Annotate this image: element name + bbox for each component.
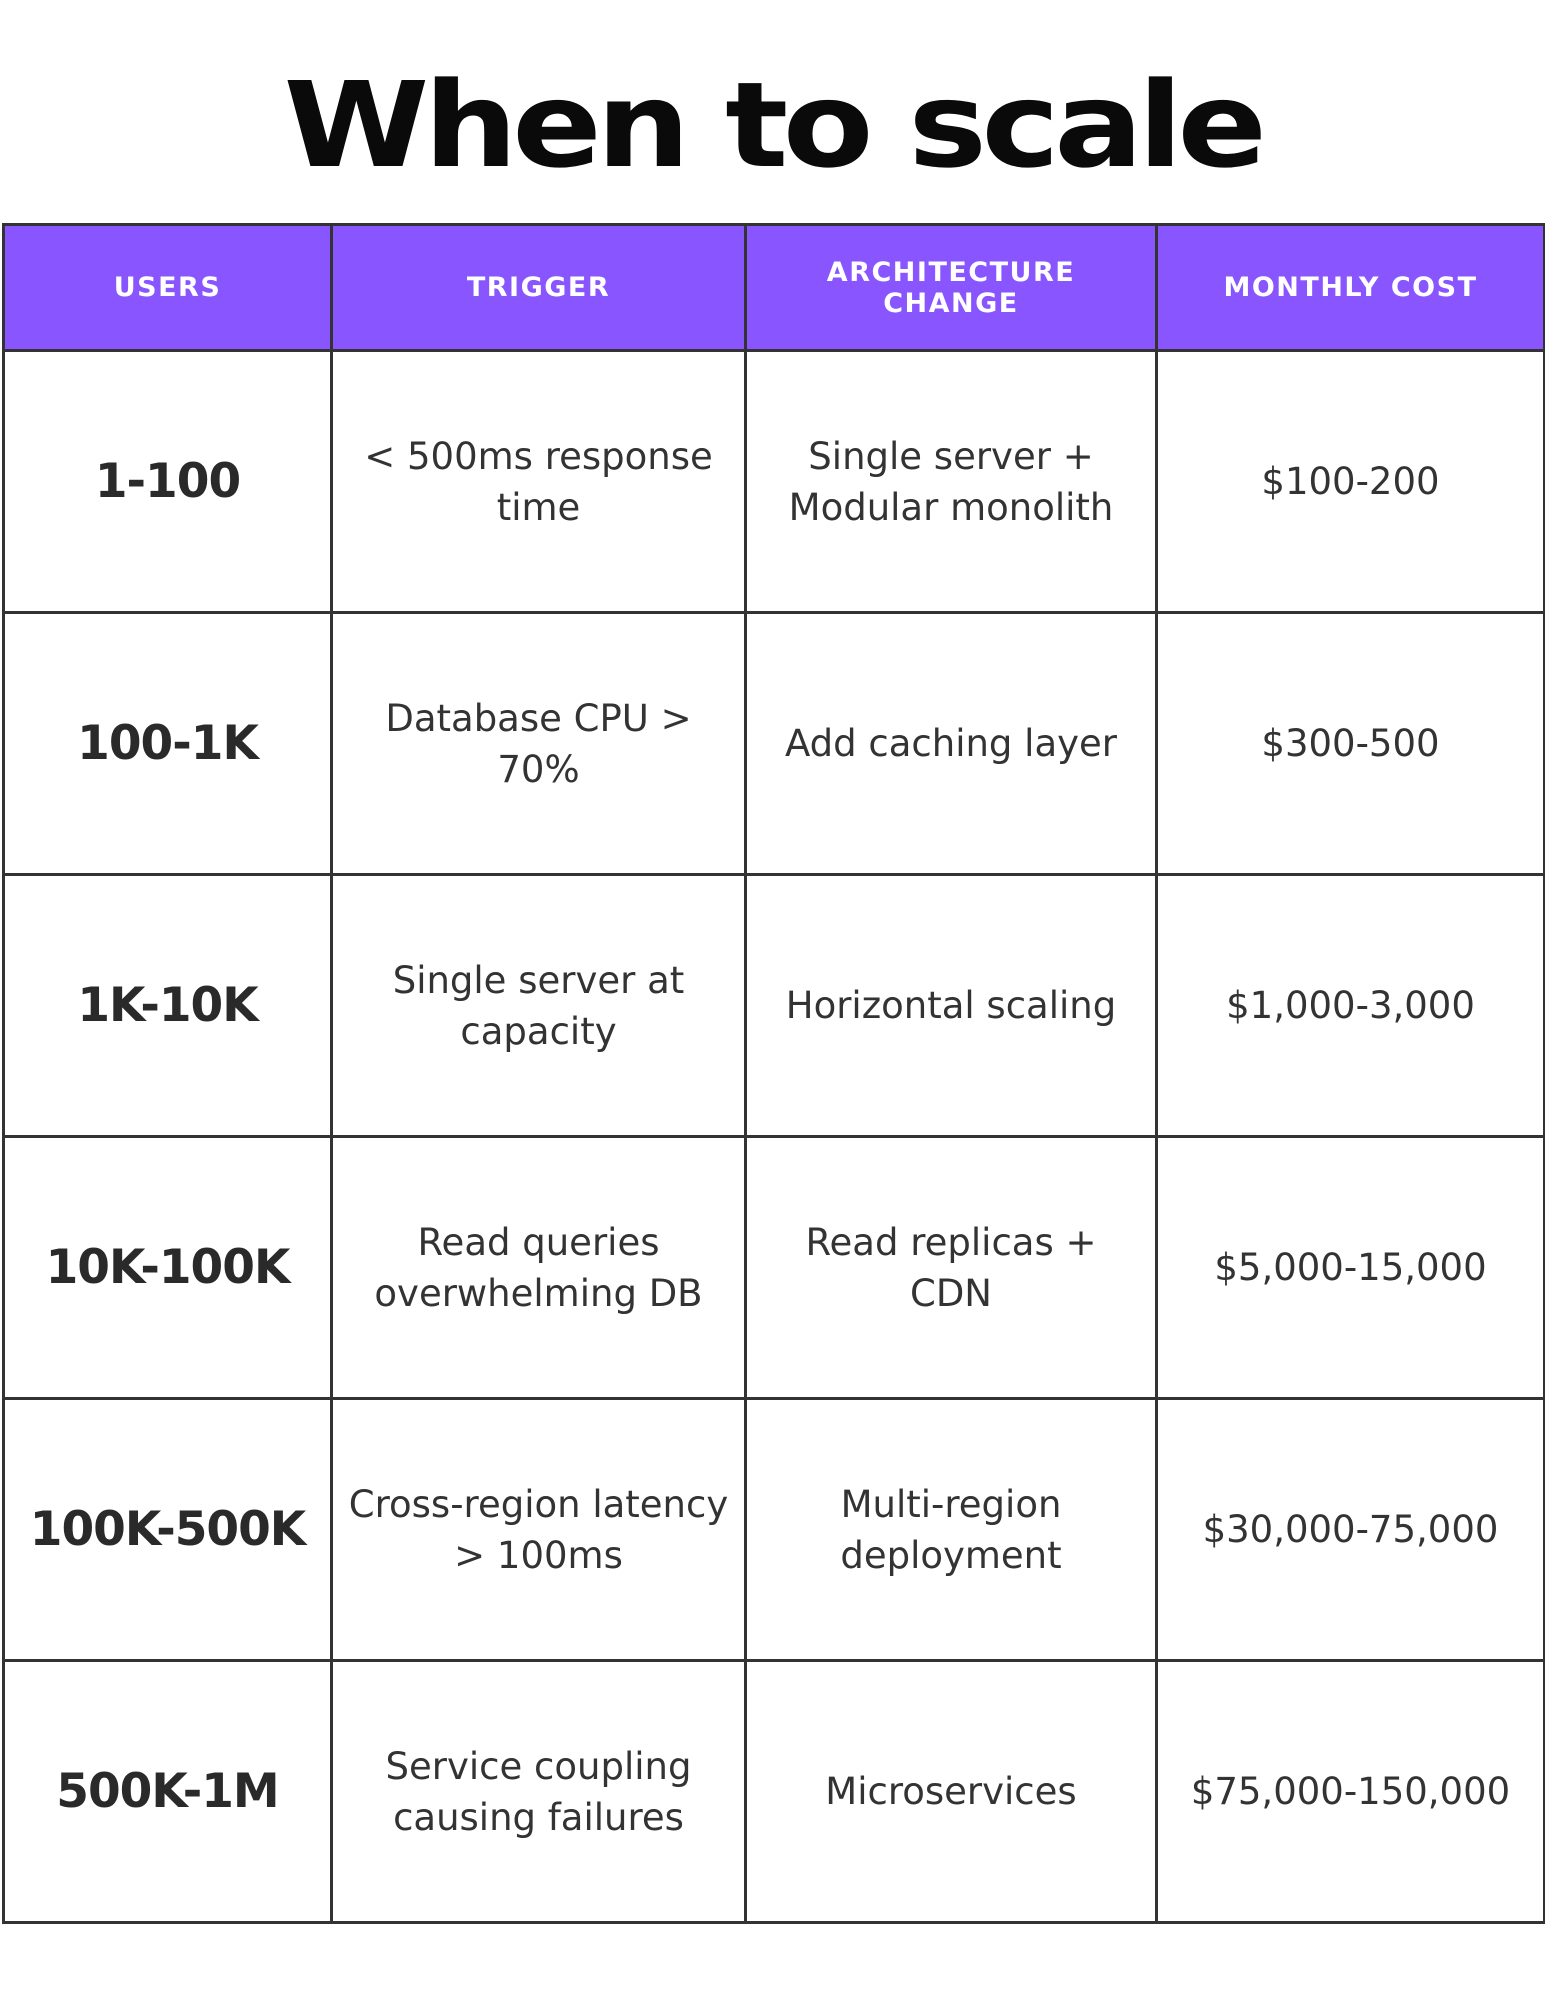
trigger-cell: < 500ms response time <box>332 351 746 613</box>
architecture-cell: Microservices <box>746 1661 1157 1923</box>
table-row <box>4 1399 1545 1661</box>
cost-cell: $100-200 <box>1157 351 1545 613</box>
trigger-cell: Service coupling causing failures <box>332 1661 746 1923</box>
architecture-cell: Single server + Modular monolith <box>746 351 1157 613</box>
table-row <box>4 1137 1545 1399</box>
users-cell: 1K-10K <box>4 875 332 1137</box>
architecture-cell: Add caching layer <box>746 613 1157 875</box>
table-header-row <box>4 225 1545 351</box>
trigger-cell: Cross-region latency > 100ms <box>332 1399 746 1661</box>
table-row <box>4 1661 1545 1923</box>
architecture-cell: Horizontal scaling <box>746 875 1157 1137</box>
users-cell: 1-100 <box>4 351 332 613</box>
scaling-table <box>2 223 1545 1924</box>
trigger-cell: Single server at capacity <box>332 875 746 1137</box>
cost-cell: $75,000-150,000 <box>1157 1661 1545 1923</box>
table-row <box>4 351 1545 613</box>
page-title: When to scale <box>283 56 1262 194</box>
users-cell: 100-1K <box>4 613 332 875</box>
cost-cell: $1,000-3,000 <box>1157 875 1545 1137</box>
table-row <box>4 613 1545 875</box>
column-header-trigger: TRIGGER <box>332 225 746 351</box>
trigger-cell: Read queries overwhelming DB <box>332 1137 746 1399</box>
users-cell: 100K-500K <box>4 1399 332 1661</box>
table-row <box>4 875 1545 1137</box>
users-cell: 500K-1M <box>4 1661 332 1923</box>
architecture-cell: Read replicas + CDN <box>746 1137 1157 1399</box>
column-header-users: USERS <box>4 225 332 351</box>
cost-cell: $5,000-15,000 <box>1157 1137 1545 1399</box>
trigger-cell: Database CPU > 70% <box>332 613 746 875</box>
cost-cell: $300-500 <box>1157 613 1545 875</box>
architecture-cell: Multi-region deployment <box>746 1399 1157 1661</box>
users-cell: 10K-100K <box>4 1137 332 1399</box>
column-header-architecture-change: ARCHITECTURE CHANGE <box>746 225 1157 351</box>
cost-cell: $30,000-75,000 <box>1157 1399 1545 1661</box>
column-header-monthly-cost: MONTHLY COST <box>1157 225 1545 351</box>
